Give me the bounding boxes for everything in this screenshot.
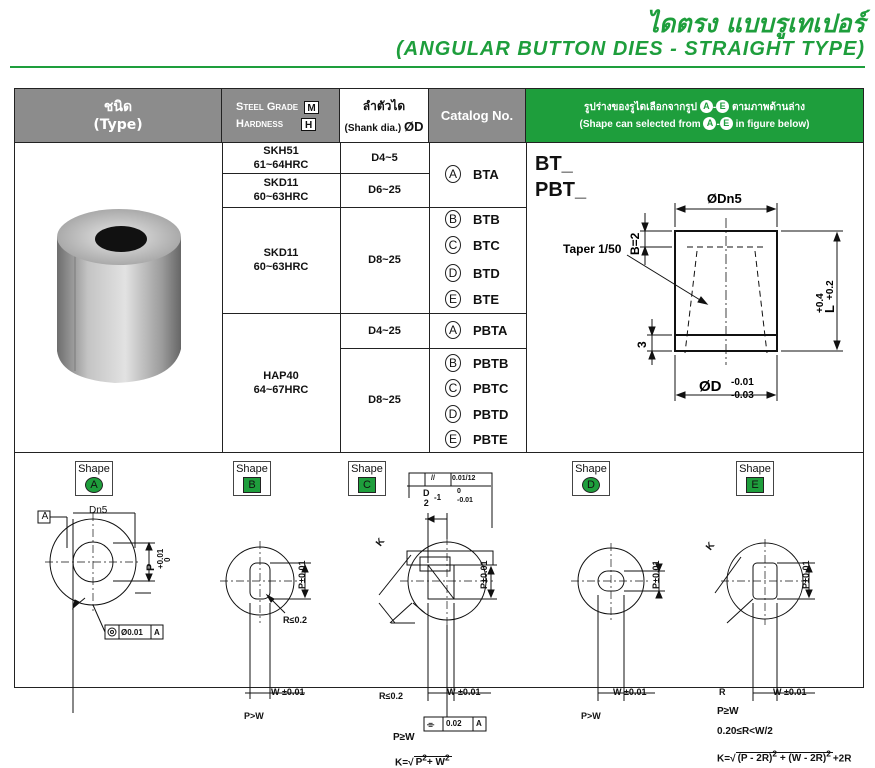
catalog-code: BTA [473, 166, 499, 182]
shape-word: Shape [236, 463, 268, 475]
header-shape: รูปร่างของรูไดเลือกจากรูป A - E ตามภาพด้านล่าง (Shape can selected from A - E in figure below) [526, 89, 863, 142]
shape-e-w: W ±0.01 [773, 687, 807, 697]
pbt-label: PBT_ [535, 179, 587, 201]
shape-d-p: P±0.01 [651, 560, 661, 589]
l-tol-upper: +0.4 [815, 293, 826, 313]
header-shank-symbol: ØD [403, 119, 424, 134]
cell-skd11a [222, 173, 340, 207]
shape-a-p-tol-upper: +0.01 [156, 548, 165, 569]
cell-skd11b-shank: D8~25 [368, 254, 401, 266]
cell-hap40-shank-a: D4~25 [368, 324, 401, 337]
shape-d-badge: D [582, 477, 600, 493]
catalog-shape-letter: B [445, 354, 461, 372]
shape-e-badge: E [746, 477, 764, 493]
catalog-shape-letter: C [445, 379, 461, 397]
shape-a-p-tol-low [163, 558, 172, 562]
title-divider [10, 66, 865, 68]
shape-a-p-tol-lower: 0 [163, 557, 172, 562]
catalog-item [445, 321, 507, 339]
cell-skd11a-shank: D6~25 [368, 184, 401, 196]
cell-hap40-shank-b: D8~25 [368, 394, 401, 406]
skd11b-name: SKD11 [263, 247, 299, 259]
header-shape-en-post: in figure below) [735, 118, 810, 130]
shape-c-k: K [374, 536, 388, 549]
hap40-name: HAP40 [263, 369, 299, 382]
shape-from-badge: A [700, 100, 713, 113]
shape-e-cond2: 0.20≤R<W/2 [717, 726, 773, 737]
shape-c-badge: C [358, 477, 376, 493]
shape-c-sym-tol: 0.02 [446, 719, 462, 728]
shape-a-concentricity: Ø0.01 [121, 628, 143, 637]
shape-c-d2 [423, 488, 430, 508]
dn5-label: ØDn5 [707, 191, 742, 206]
shape-c-parallel-symbol: // [431, 475, 435, 482]
skh51-hrc: 61~64HRC [253, 158, 309, 171]
shape-e-formula-k: K= [717, 753, 731, 765]
catalog-code: PBTD [473, 406, 509, 422]
catalog-shape-letter: E [445, 430, 461, 448]
catalog-shape-letter: C [445, 236, 461, 254]
shape-b-w: W ±0.01 [271, 687, 305, 697]
catalog-shape-letter: D [445, 264, 461, 282]
shape-e-formula-end: +2R [832, 753, 852, 765]
shape-c-formula-k: K= [395, 757, 409, 768]
header-shank [340, 89, 429, 142]
title-thai: ไดตรง แบบรูเทเปอร์ [646, 9, 865, 38]
catalog-item [445, 290, 499, 308]
header-shank-th: ลำตัวได [362, 99, 406, 113]
cell-skh51-shank: D4~5 [371, 151, 398, 164]
skh51-name: SKH51 [263, 144, 299, 157]
catalog-item [445, 379, 508, 397]
bt-drawing [527, 143, 863, 451]
shape-c-d2-tol-upper: 0 [457, 488, 461, 495]
shape-drawings-detail [15, 453, 863, 689]
dim-3-label: 3 [635, 341, 649, 348]
shape-e-formula-body: (P - 2R) [737, 753, 773, 765]
catalog-code: BTD [473, 265, 500, 281]
catalog-shape-letter: D [445, 405, 461, 423]
shape-b-badge: B [243, 477, 261, 493]
shape-b-p: P±0.01 [297, 560, 307, 589]
hap40-hrc: 64~67HRC [253, 383, 309, 396]
shape-c-cond: P≥W [393, 732, 415, 743]
catalog-item [445, 354, 508, 372]
shape-e-cond: P≥W [717, 706, 739, 717]
shape-word: Shape [575, 463, 607, 475]
od-label: ØD [699, 378, 722, 395]
shape-a-conc-datum: A [154, 628, 160, 637]
shape-e-r: R [719, 687, 726, 697]
shape-word: Shape [78, 463, 110, 475]
shape-c-parallel: 0.01/12 [452, 475, 476, 482]
shape-a-datum: A [41, 511, 49, 522]
spec-table [14, 88, 864, 768]
shape-e-formula-mid: + (W - 2R) [779, 753, 827, 765]
od-tol-upper: -0.01 [731, 377, 754, 388]
shape-d-w: W ±0.01 [613, 687, 647, 697]
hardness-label: Hardness [236, 118, 284, 130]
bt-label: BT_ [535, 153, 573, 175]
catalog-code: BTC [473, 237, 500, 253]
shape-from-badge-en: A [703, 117, 716, 130]
catalog-code: PBTE [473, 431, 508, 447]
catalog-code: PBTC [473, 380, 509, 396]
catalog-shape-letter: B [445, 210, 461, 228]
shape-c-r: R≤0.2 [379, 691, 403, 701]
header-catalog: Catalog No. [429, 89, 526, 142]
skd11a-name: SKD11 [263, 177, 299, 189]
skd11b-hrc: 60~63HRC [253, 261, 309, 273]
skd11a-hrc: 60~63HRC [253, 191, 309, 203]
catalog-item [445, 165, 499, 183]
title-english: (ANGULAR BUTTON DIES - STRAIGHT TYPE) [396, 38, 865, 60]
header-steel-grade [222, 89, 340, 142]
l-tol-lower: +0.2 [825, 280, 836, 300]
shape-d-cond: P>W [581, 711, 601, 721]
catalog-item [445, 264, 500, 282]
steel-grade-label: Steel Grade [236, 101, 299, 113]
cell-hap40 [222, 313, 340, 452]
shape-c-formula-w: + W [426, 757, 445, 768]
shape-a-dn5: Dn5 [89, 505, 108, 516]
catalog-item [445, 430, 508, 448]
catalog-shape-letter: A [445, 165, 461, 183]
catalog-code: BTB [473, 211, 500, 227]
shape-c-d2-minus: -1 [434, 493, 442, 502]
steel-grade-box: M [304, 101, 319, 114]
shape-c-sym-symbol: ⌯ [427, 719, 435, 729]
shape-c-d2-num: D [423, 488, 430, 498]
shape-c-d2-tol-lower: -0.01 [457, 497, 473, 504]
shape-to-badge: E [716, 100, 729, 113]
header-shape-th-pre: รูปร่างของรูไดเลือกจากรูป [583, 101, 698, 113]
catalog-code: PBTA [473, 322, 508, 338]
catalog-item [445, 210, 500, 228]
shape-c-formula: K=√ $P^2+ W^2$ [395, 753, 450, 768]
b-dim-label: B=2 [628, 232, 642, 255]
catalog-shape-letter: E [445, 290, 461, 308]
shape-c-d2-tol [457, 487, 473, 505]
shape-e-k: K [704, 540, 718, 553]
l-dim-label: L [822, 305, 837, 313]
hardness-box: H [301, 118, 316, 131]
catalog-code: BTE [473, 291, 499, 307]
shape-word: Shape [739, 463, 771, 475]
shape-c-sym-datum: A [476, 719, 482, 728]
catalog-code: PBTB [473, 355, 509, 371]
header-type [15, 89, 222, 142]
shape-c-p: P±0.01 [479, 560, 489, 589]
catalog-item [445, 236, 500, 254]
cell-skd11b [222, 207, 340, 313]
shape-e-p: P±0.01 [801, 560, 811, 589]
shape-word: Shape [351, 463, 383, 475]
header-shape-th-post: ตามภาพด้านล่าง [731, 101, 806, 113]
header-type-th: ชนิด [103, 98, 133, 115]
shape-c-formula-p: P [415, 757, 423, 768]
col-divider [429, 142, 430, 452]
catalog-shape-letter: A [445, 321, 461, 339]
shape-a-p-text: P [145, 563, 157, 571]
shape-b-r: R≤0.2 [283, 615, 307, 625]
catalog-item [445, 405, 508, 423]
cell-skh51 [222, 142, 340, 173]
header-shape-en-pre: (Shape can selected from [579, 118, 701, 130]
shape-to-badge-en: E [720, 117, 733, 130]
od-tol-lower: -0.03 [731, 390, 754, 401]
shape-c-w: W ±0.01 [447, 687, 481, 697]
shape-b-cond: P>W [244, 711, 264, 721]
shape-e-formula: K=√ (P - 2R)$^2$ + (W - 2R)$^2$ +2R [717, 749, 852, 765]
header-type-en: (Type) [93, 116, 143, 133]
taper-label: Taper 1/50 [563, 242, 622, 256]
header-shank-en: (Shank dia.) [344, 123, 402, 134]
die-photo [45, 199, 195, 394]
shape-a-badge: A [85, 477, 103, 493]
shape-c-d2-den: 2 [423, 498, 429, 508]
